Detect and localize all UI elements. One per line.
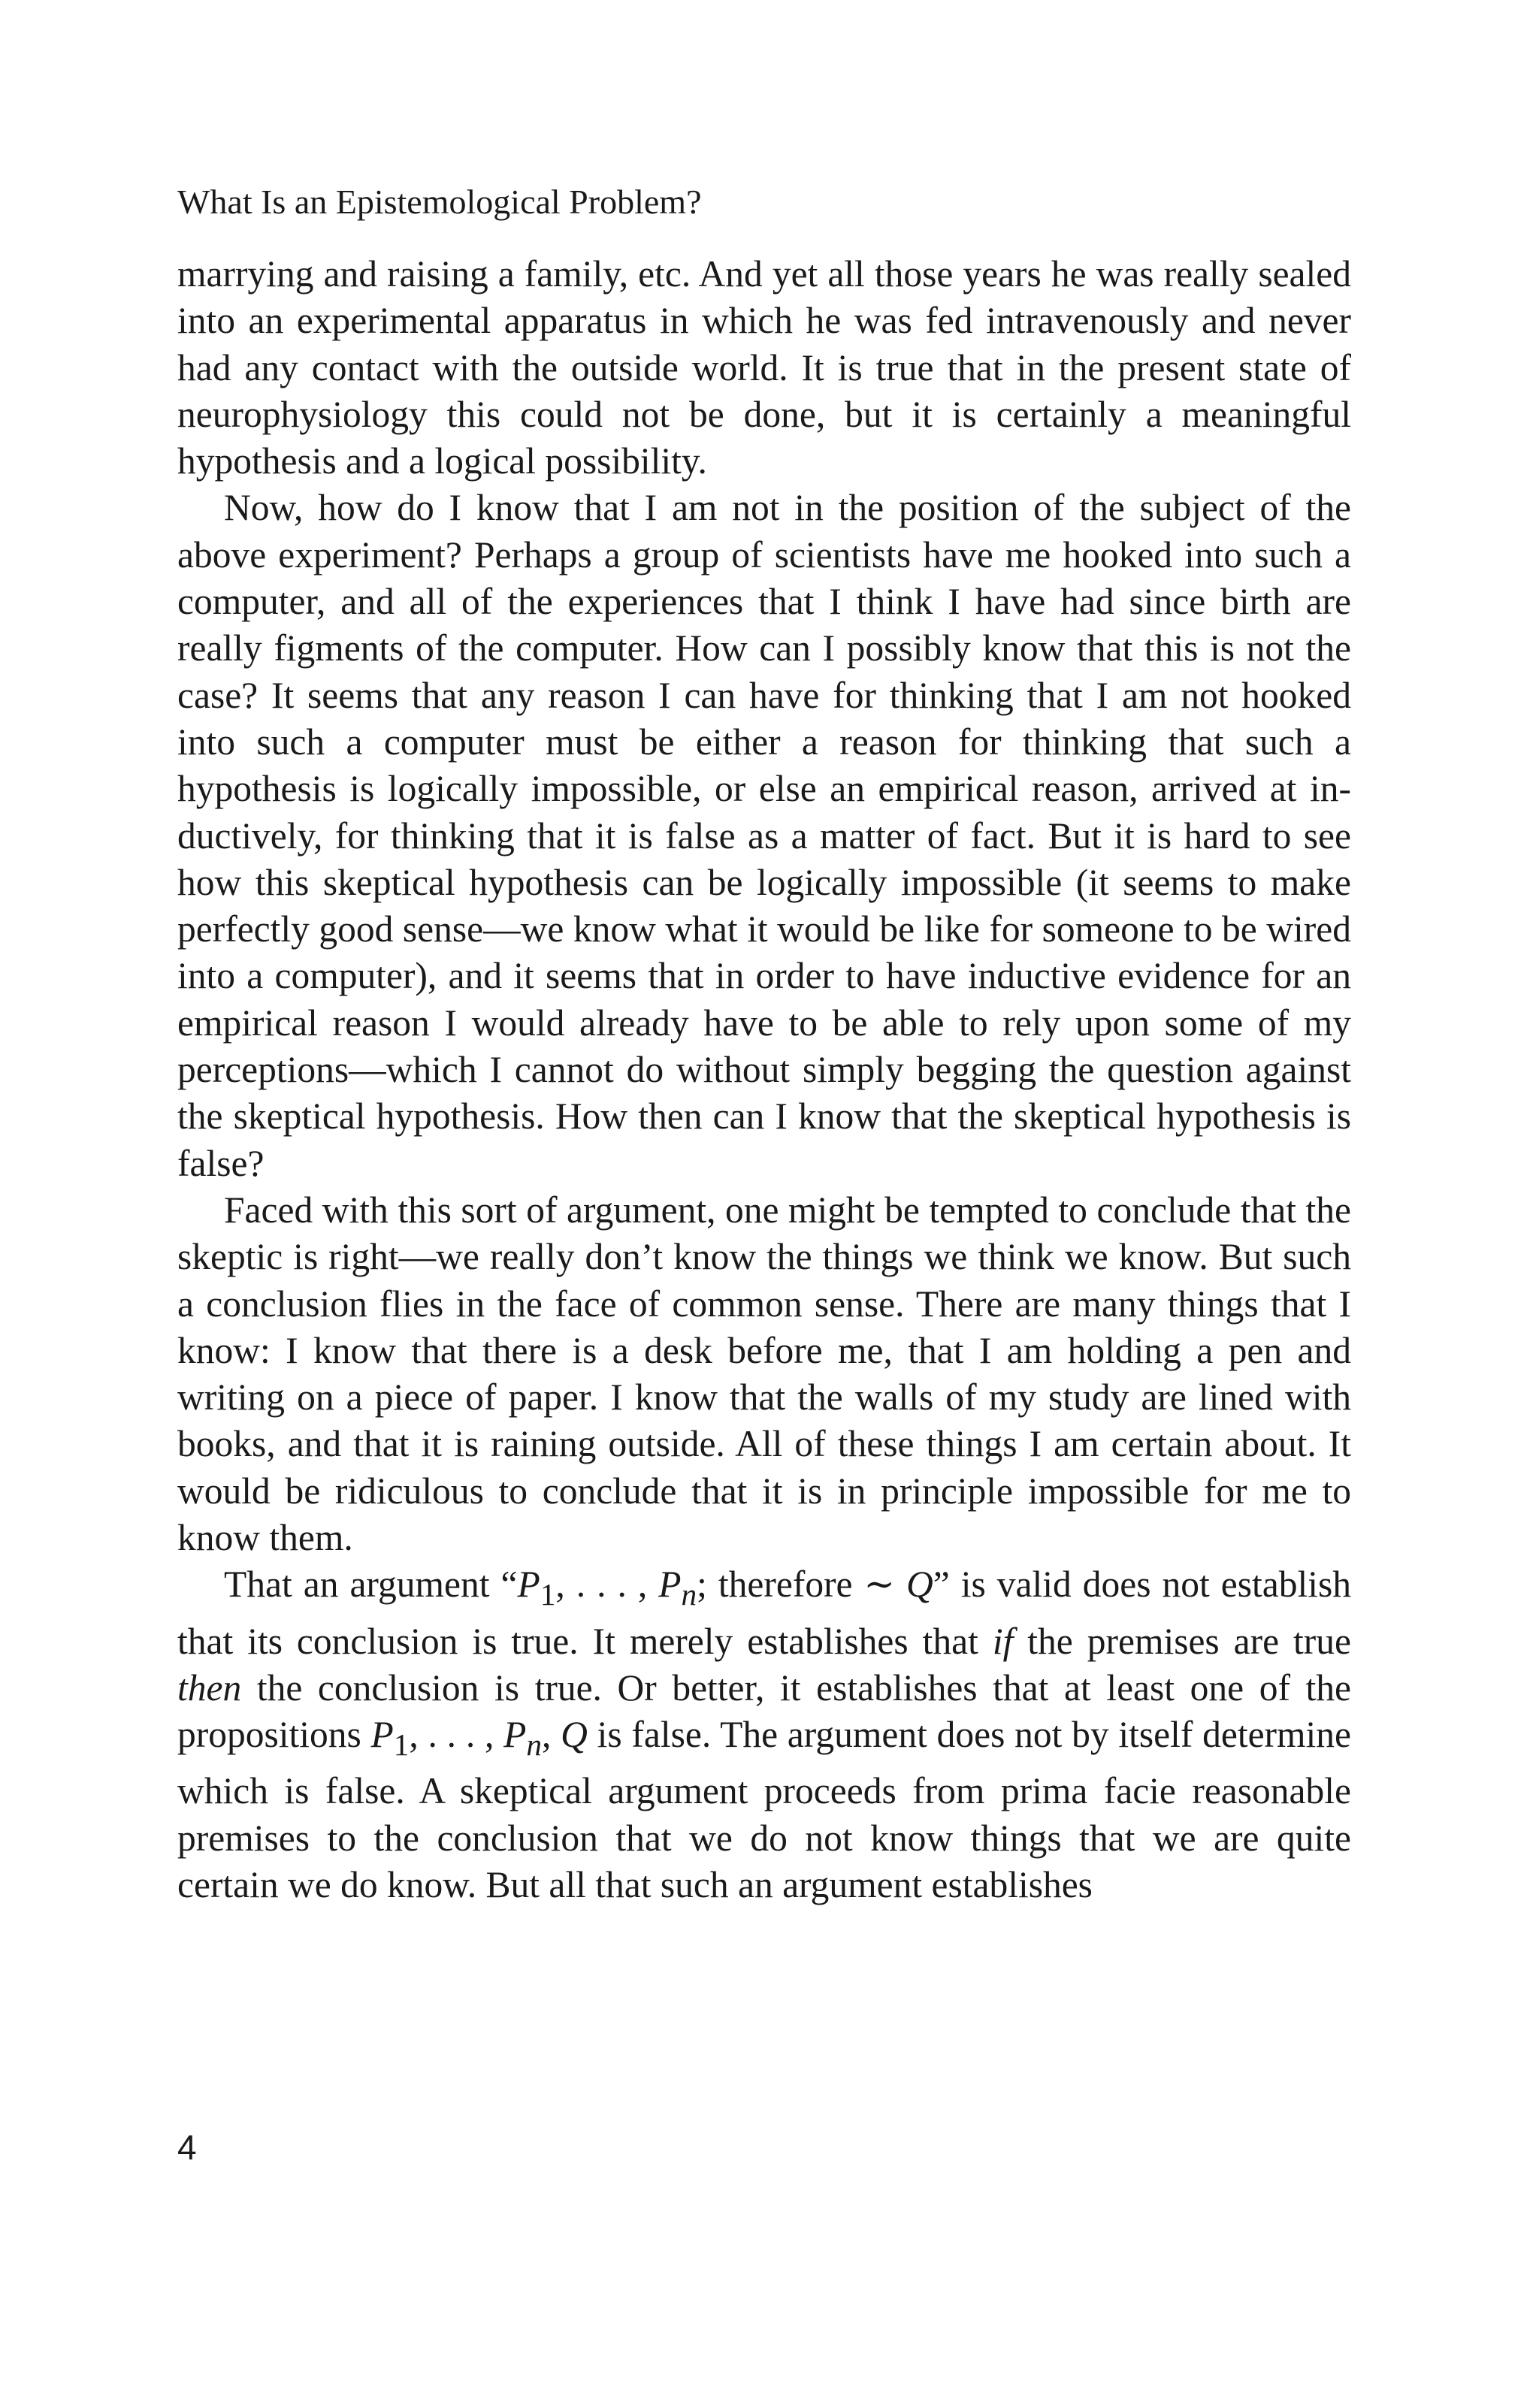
variable-q: Q bbox=[906, 1564, 933, 1606]
paragraph-1: marrying and raising a family, etc. And yet all those years he was really sealed into an experimental apparatus in which he was fed intravenously and never had any contact with the outside world. It is true that in the present state of neurophysiology this could not be done, but it is certainly a meaningful hypothesis and a logical possibility. bbox=[177, 253, 1351, 482]
subscript: n bbox=[681, 1577, 697, 1612]
variable-q: Q bbox=[561, 1714, 588, 1756]
variable-p: P bbox=[370, 1714, 394, 1756]
text-span: ” is valid does not establish that its conclusion is true. It merely establishes that bbox=[177, 1564, 1351, 1662]
variable-p: P bbox=[517, 1564, 540, 1606]
variable-p: P bbox=[658, 1564, 682, 1606]
text-span: , . . . , bbox=[409, 1714, 504, 1756]
book-page bbox=[177, 179, 1351, 1908]
variable-p: P bbox=[503, 1714, 527, 1756]
text-span: ; therefore ∼ bbox=[697, 1564, 907, 1606]
body-text bbox=[177, 251, 1351, 1908]
paragraph-4 bbox=[177, 1561, 1351, 1908]
text-span: , bbox=[541, 1714, 561, 1756]
subscript: n bbox=[526, 1727, 542, 1762]
text-span: the conclusion is true. Or better, it establishes that at least one of the propositions bbox=[177, 1666, 1351, 1756]
emphasis-if: if bbox=[992, 1620, 1014, 1662]
paragraph-2: Now, how do I know that I am not in the position of the subject of the above experiment? Perhaps a group of scientists have me hooked into such a computer, and all of the experiences that I think I have had since birth are really figments of the computer. How can I possibly know that this is not the case? It seems that any reason I can have for thinking that I am not hooked into such a computer must be either a reason for thinking that such a hypothesis is logically impossible, or else an empirical reason, arrived at inductively, for thinking that it is false as a matter of fact. But it is hard to see how this skeptical hypothesis can be logically impossible (it seems to make perfectly good sense—we know what it would be like for someone to be wired into a computer), and it seems that in order to have inductive evidence for an empirical reason I would already have to be able to rely upon some of my perceptions—which I cannot do without simply begging the question against the skeptical hypothesis. How then can I know that the skeptical hypothesis is false? bbox=[177, 487, 1351, 1184]
text-span: That an argument “ bbox=[224, 1564, 518, 1606]
page-number: 4 bbox=[177, 2128, 197, 2167]
emphasis-then: then bbox=[177, 1666, 242, 1709]
running-head: What Is an Epistemological Problem? bbox=[177, 183, 702, 221]
subscript: 1 bbox=[393, 1727, 410, 1762]
subscript: 1 bbox=[540, 1577, 556, 1612]
text-span: , . . . , bbox=[555, 1564, 659, 1606]
text-span: the premises are true bbox=[1013, 1620, 1352, 1662]
text-span: is false. The argument does not by itself determine which is false. A skeptical argument proceeds from prima facie reasonable premises to the conclusion that we do not know things that we are quite certain we do know. But all that such an argument establishes bbox=[177, 1714, 1352, 1905]
paragraph-3: Faced with this sort of argument, one might be tempted to conclude that the skeptic is right—we really don’t know the things we think we know. But such a conclusion flies in the face of common sense. There are many things that I know: I know that there is a desk before me, that I am holding a pen and writing on a piece of paper. I know that the walls of my study are lined with books, and that it is raining outside. All of these things I am certain about. It would be ridiculous to conclude that it is in principle impossible for me to know them. bbox=[177, 1189, 1351, 1559]
